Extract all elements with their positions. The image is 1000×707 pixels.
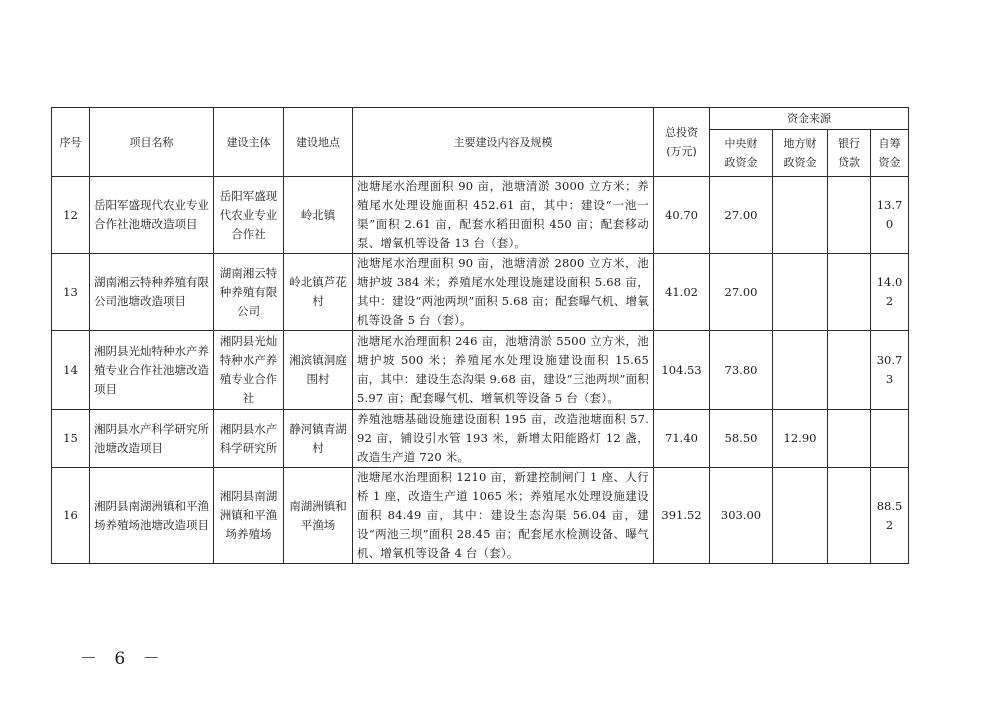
header-entity: 建设主体 bbox=[214, 108, 284, 177]
cell-central: 27.00 bbox=[710, 177, 773, 254]
table-row bbox=[52, 254, 909, 331]
header-local-line1: 地方财 bbox=[783, 137, 817, 150]
table-row bbox=[52, 331, 909, 410]
header-central-funds bbox=[710, 130, 773, 177]
header-local-line2: 政资金 bbox=[783, 156, 817, 169]
cell-entity: 岳阳军盛现代农业专业合作社 bbox=[214, 177, 284, 254]
header-self-funds bbox=[871, 130, 909, 177]
cell-total: 40.70 bbox=[654, 177, 710, 254]
cell-total: 71.40 bbox=[654, 410, 710, 468]
cell-content: 池塘尾水治理面积 1210 亩，新建控制闸门 1 座、人行桥 1 座，改造生产道 1065 米；养殖尾水处理设施建设面积 84.49 亩，其中：建设生态沟渠 56.04 亩，建设“两池三坝”面积 28.45 亩；配套尾水检测设备、曝气机、增氧机等设备 4 台（套）。 bbox=[353, 468, 654, 564]
cell-content: 池塘尾水治理面积 90 亩，池塘清淤 2800 立方米，池塘护坡 384 米；养殖尾水处理设施建设面积 5.68 亩，其中：建设“两池两坝”面积 5.68 亩；配套曝气机、增氧机等设备 5 台（套）。 bbox=[353, 254, 654, 331]
cell-self: 13.70 bbox=[871, 177, 909, 254]
cell-location: 岭北镇芦花村 bbox=[284, 254, 353, 331]
cell-location: 静河镇青湖村 bbox=[284, 410, 353, 468]
table-row bbox=[52, 410, 909, 468]
header-self-line1: 自筹 bbox=[878, 137, 901, 150]
cell-local bbox=[773, 254, 828, 331]
cell-project-name: 湘阴县水产科学研究所池塘改造项目 bbox=[90, 410, 214, 468]
cell-central: 303.00 bbox=[710, 468, 773, 564]
header-project-name: 项目名称 bbox=[90, 108, 214, 177]
cell-total: 41.02 bbox=[654, 254, 710, 331]
cell-bank bbox=[828, 254, 871, 331]
cell-project-name: 湘阴县光灿特种水产养殖专业合作社池塘改造项目 bbox=[90, 331, 214, 410]
cell-self: 88.52 bbox=[871, 468, 909, 564]
header-bank-line1: 银行 bbox=[838, 137, 860, 150]
cell-no: 14 bbox=[52, 331, 90, 410]
cell-entity: 湖南湘云特种养殖有限公司 bbox=[214, 254, 284, 331]
cell-location: 岭北镇 bbox=[284, 177, 353, 254]
cell-local bbox=[773, 331, 828, 410]
cell-content: 池塘尾水治理面积 246 亩，池塘清淤 5500 立方米，池塘护坡 500 米；养殖尾水处理设施建设面积 15.65 亩，其中：建设生态沟渠 9.68 亩，建设“三池两坝”面积 5.97 亩；配套曝气机、增氧机等设备 5 台（套）。 bbox=[353, 331, 654, 410]
cell-location: 湘滨镇洞庭围村 bbox=[284, 331, 353, 410]
cell-self: 14.02 bbox=[871, 254, 909, 331]
cell-no: 16 bbox=[52, 468, 90, 564]
cell-bank bbox=[828, 410, 871, 468]
cell-self bbox=[871, 410, 909, 468]
header-total-line2: (万元) bbox=[666, 145, 697, 158]
cell-total: 104.53 bbox=[654, 331, 710, 410]
cell-no: 12 bbox=[52, 177, 90, 254]
cell-project-name: 岳阳军盛现代农业专业合作社池塘改造项目 bbox=[90, 177, 214, 254]
header-funding-source: 资金来源 bbox=[710, 108, 909, 130]
header-central-line2: 政资金 bbox=[724, 156, 758, 169]
cell-project-name: 湘阴县南湖洲镇和平渔场养殖场池塘改造项目 bbox=[90, 468, 214, 564]
header-total-line1: 总投资 bbox=[665, 126, 698, 139]
header-location: 建设地点 bbox=[284, 108, 353, 177]
cell-bank bbox=[828, 468, 871, 564]
cell-central: 27.00 bbox=[710, 254, 773, 331]
cell-no: 15 bbox=[52, 410, 90, 468]
header-content: 主要建设内容及规模 bbox=[353, 108, 654, 177]
cell-entity: 湘阴县南湖洲镇和平渔场养殖场 bbox=[214, 468, 284, 564]
header-central-line1: 中央财 bbox=[724, 137, 758, 150]
project-table bbox=[51, 107, 909, 564]
header-bank-line2: 贷款 bbox=[838, 156, 860, 169]
cell-local bbox=[773, 468, 828, 564]
header-self-line2: 资金 bbox=[878, 156, 901, 169]
table-row bbox=[52, 468, 909, 564]
cell-no: 13 bbox=[52, 254, 90, 331]
cell-local bbox=[773, 177, 828, 254]
header-local-funds bbox=[773, 130, 828, 177]
cell-project-name: 湖南湘云特种养殖有限公司池塘改造项目 bbox=[90, 254, 214, 331]
cell-central: 73.80 bbox=[710, 331, 773, 410]
cell-self: 30.73 bbox=[871, 331, 909, 410]
table-row bbox=[52, 177, 909, 254]
cell-central: 58.50 bbox=[710, 410, 773, 468]
header-bank-loans bbox=[828, 130, 871, 177]
header-no: 序号 bbox=[52, 108, 90, 177]
cell-content: 养殖池塘基础设施建设面积 195 亩，改造池塘面积 57.92 亩，铺设引水管 193 米，新增太阳能路灯 12 盏，改造生产道 720 米。 bbox=[353, 410, 654, 468]
cell-local: 12.90 bbox=[773, 410, 828, 468]
cell-entity: 湘阴县水产科学研究所 bbox=[214, 410, 284, 468]
page-number: － 6 － bbox=[80, 649, 166, 669]
cell-content: 池塘尾水治理面积 90 亩，池塘清淤 3000 立方米；养殖尾水处理设施面积 452.61 亩，其中：建设“一池一渠”面积 2.61 亩，配套水稻田面积 450 亩；配套移动泵、增氧机等设备 13 台（套）。 bbox=[353, 177, 654, 254]
cell-bank bbox=[828, 177, 871, 254]
cell-total: 391.52 bbox=[654, 468, 710, 564]
header-total-investment bbox=[654, 108, 710, 177]
cell-bank bbox=[828, 331, 871, 410]
cell-entity: 湘阴县光灿特种水产养殖专业合作社 bbox=[214, 331, 284, 410]
cell-location: 南湖洲镇和平渔场 bbox=[284, 468, 353, 564]
